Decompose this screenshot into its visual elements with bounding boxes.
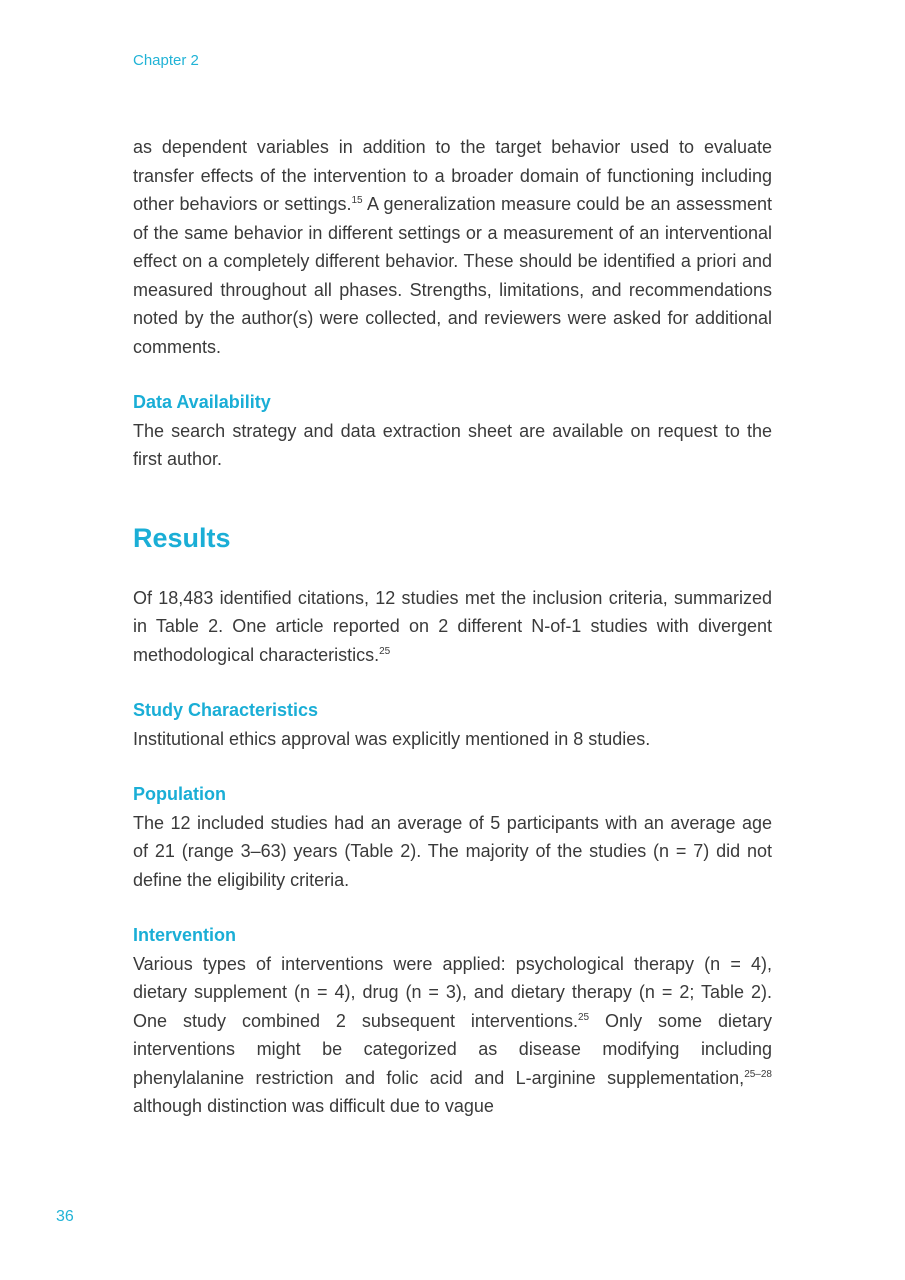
intervention-heading: Intervention	[133, 925, 237, 945]
intervention-paragraph	[133, 950, 772, 1121]
intervention-text-1: Various types of interventions were applied: psychological therapy (n = 4), dietary supplement (n = 4), drug (n = 3), and dietary therapy (n = 2; Table 2). One study combined 2 subsequent interventions.	[133, 953, 772, 1031]
intro-text-2: A generalization measure could be an assessment of the same behavior in different settings or a measurement of an interventional effect on a completely different behavior. These should be identified a priori and measured throughout all phases. Strengths, limitations, and recommendations noted by the author(s) were collected, and reviewers were asked for additional comments.	[133, 194, 772, 357]
citation-superscript: 25	[577, 1011, 590, 1023]
intro-paragraph	[133, 133, 772, 361]
page-content	[133, 133, 772, 1121]
results-paragraph	[133, 584, 772, 670]
results-text-1: Of 18,483 identified citations, 12 studies met the inclusion criteria, summarized in Table 2. One article reported on 2 different N-of-1 studies with divergent methodological characteristics.	[133, 587, 772, 665]
study-characteristics-paragraph: Institutional ethics approval was explicitly mentioned in 8 studies.	[133, 728, 651, 749]
population-heading: Population	[133, 784, 226, 804]
intervention-text-3: although distinction was difficult due to vague	[133, 1096, 494, 1116]
data-availability-paragraph: The search strategy and data extraction sheet are available on request to the first author.	[133, 420, 772, 469]
citation-superscript: 25	[379, 645, 391, 657]
citation-superscript: 25–28	[744, 1068, 772, 1080]
chapter-label: Chapter 2	[133, 52, 199, 69]
intervention-text-2: Only some dietary interventions might be categorized as disease modifying including phenylalanine restriction and folic acid and L-arginine supplementation,	[133, 1010, 773, 1088]
study-characteristics-heading: Study Characteristics	[133, 700, 319, 720]
population-paragraph: The 12 included studies had an average of 5 participants with an average age of 21 (range 3–63) years (Table 2). The majority of the studies (n = 7) did not define the eligibility criteria.	[133, 812, 772, 890]
page-number: 36	[56, 1208, 74, 1225]
data-availability-heading: Data Availability	[133, 392, 271, 412]
citation-superscript: 15	[351, 195, 363, 206]
intro-text-1: as dependent variables in addition to the target behavior used to evaluate transfer effects of the intervention to a broader domain of functioning including other behaviors or settings.	[133, 137, 772, 214]
results-heading: Results	[133, 522, 231, 553]
